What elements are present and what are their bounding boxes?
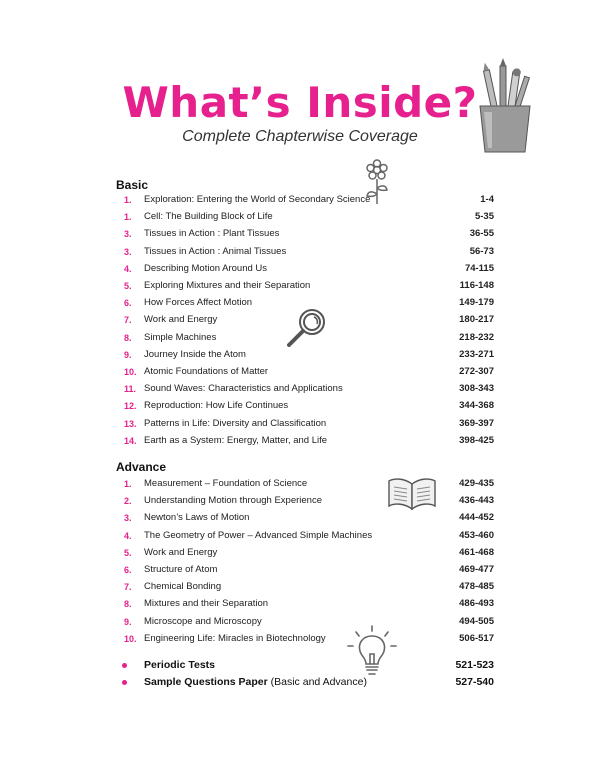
toc-row — [124, 381, 494, 397]
chapter-number: 13. — [124, 418, 137, 429]
chapter-title: Microscope and Microscopy — [144, 615, 262, 627]
chapter-title: Sound Waves: Characteristics and Applications — [144, 383, 343, 395]
toc-row — [124, 631, 494, 647]
page-range: 398-425 — [459, 434, 494, 446]
page-range: 308-343 — [459, 383, 494, 395]
bullet-icon — [122, 663, 127, 668]
chapter-title: Describing Motion Around Us — [144, 262, 268, 274]
chapter-number: 3. — [124, 229, 132, 240]
chapter-title: Chemical Bonding — [144, 581, 222, 593]
page-range: 180-217 — [459, 314, 494, 326]
chapter-title: Structure of Atom — [144, 564, 218, 575]
chapter-number: 9. — [124, 349, 132, 360]
toc-row — [124, 433, 494, 449]
chapter-title: Atomic Foundations of Matter — [144, 366, 269, 377]
toc-row — [124, 364, 494, 380]
chapter-title: The Geometry of Power – Advanced Simple Machines — [144, 529, 373, 541]
page-range: 444-452 — [459, 512, 494, 524]
chapter-title: Exploration: Entering the World of Secondary Science — [144, 194, 371, 205]
extra-title — [144, 673, 367, 691]
page-range: 461-468 — [459, 546, 494, 558]
toc-row — [124, 493, 494, 509]
page-range: 506-517 — [459, 632, 494, 644]
toc-row — [124, 579, 494, 595]
chapter-number: 7. — [124, 582, 132, 593]
page-range: 5-35 — [474, 211, 494, 223]
page-range: 436-443 — [459, 495, 494, 507]
page-range: 527-540 — [455, 676, 494, 688]
chapter-number: 5. — [124, 281, 132, 291]
toc-row — [124, 416, 494, 432]
page-range: 272-307 — [459, 366, 494, 377]
toc-row — [124, 545, 494, 561]
chapter-number: 8. — [124, 332, 132, 343]
bullet-icon — [122, 680, 127, 685]
extra-row — [122, 656, 494, 674]
page-range: 478-485 — [459, 581, 494, 593]
toc-row — [124, 562, 494, 578]
page-title: What’s Inside? — [122, 78, 478, 127]
chapter-number: 1. — [124, 212, 132, 223]
page-range: 116-148 — [459, 280, 494, 291]
page-range: 56-73 — [469, 245, 494, 257]
page-range: 218-232 — [459, 331, 494, 343]
page-range: 369-397 — [459, 417, 494, 429]
toc-row — [124, 278, 494, 294]
extra-title-main: Periodic Tests — [144, 659, 215, 671]
chapter-title: Work and Energy — [144, 546, 218, 558]
chapter-title: Understanding Motion through Experience — [144, 495, 322, 507]
toc-row — [124, 596, 494, 612]
toc-row — [124, 510, 494, 526]
chapter-number: 11. — [124, 384, 137, 395]
extra-row — [122, 673, 494, 691]
chapter-number: 7. — [124, 315, 132, 326]
toc-row — [124, 476, 494, 492]
chapter-number: 1. — [124, 195, 132, 205]
chapter-title: Earth as a System: Energy, Matter, and Life — [144, 434, 328, 446]
chapter-title: Reproduction: How Life Continues — [144, 400, 289, 412]
chapter-title: Simple Machines — [144, 331, 217, 343]
chapter-title: Newton’s Laws of Motion — [144, 512, 250, 524]
chapter-number: 3. — [124, 513, 132, 524]
section-heading-advance: Advance — [116, 460, 167, 474]
chapter-title: Work and Energy — [144, 314, 218, 326]
chapter-number: 4. — [124, 263, 132, 274]
magnifier-icon — [284, 306, 328, 350]
chapter-number: 12. — [124, 401, 137, 412]
chapter-title: Exploring Mixtures and their Separation — [144, 280, 311, 291]
toc-row — [124, 528, 494, 544]
page-range: 1-4 — [480, 194, 494, 205]
chapter-title: Journey Inside the Atom — [144, 348, 246, 360]
chapter-number: 1. — [124, 479, 132, 489]
page-range: 36-55 — [469, 228, 494, 240]
chapter-number: 8. — [124, 599, 132, 610]
page-range: 344-368 — [459, 400, 494, 412]
page-range: 453-460 — [459, 529, 494, 541]
toc-row — [124, 261, 494, 277]
chapter-number: 2. — [124, 496, 132, 507]
pencil-cup-icon — [470, 62, 540, 157]
chapter-number: 6. — [124, 298, 132, 309]
open-book-icon — [386, 476, 438, 512]
toc-row — [124, 244, 494, 260]
extra-title-main: Sample Questions Paper — [144, 676, 268, 688]
toc-row — [124, 398, 494, 414]
page-range: 233-271 — [459, 348, 494, 360]
flower-icon — [362, 160, 392, 206]
chapter-title: Tissues in Action : Animal Tissues — [144, 245, 287, 257]
toc-row — [124, 192, 494, 208]
chapter-title: How Forces Affect Motion — [144, 297, 253, 309]
chapter-number: 10. — [124, 367, 137, 377]
extra-title — [144, 656, 215, 674]
section-heading-basic: Basic — [116, 178, 149, 192]
chapter-number: 9. — [124, 616, 132, 627]
chapter-title: Cell: The Building Block of Life — [144, 211, 273, 223]
chapter-title: Measurement – Foundation of Science — [144, 478, 308, 489]
page-range: 486-493 — [459, 598, 494, 610]
chapter-number: 14. — [124, 435, 137, 446]
chapter-number: 3. — [124, 246, 132, 257]
toc-row — [124, 614, 494, 630]
page-range: 429-435 — [459, 478, 494, 489]
page-range: 521-523 — [455, 659, 494, 671]
chapter-number: 10. — [124, 633, 137, 644]
toc-row — [124, 226, 494, 242]
chapter-number: 5. — [124, 547, 132, 558]
page-range: 494-505 — [459, 615, 494, 627]
toc-row — [124, 209, 494, 225]
chapter-title: Tissues in Action : Plant Tissues — [144, 228, 280, 240]
chapter-title: Engineering Life: Miracles in Biotechnology — [144, 632, 326, 644]
page-range: 74-115 — [464, 262, 494, 274]
chapter-title: Mixtures and their Separation — [144, 598, 269, 610]
page-range: 149-179 — [459, 297, 494, 309]
chapter-number: 4. — [124, 530, 132, 541]
chapter-title: Patterns in Life: Diversity and Classification — [144, 417, 327, 429]
page-subtitle: Complete Chapterwise Coverage — [182, 128, 418, 145]
extra-title-suffix: (Basic and Advance) — [267, 676, 367, 688]
page-range: 469-477 — [459, 564, 494, 575]
chapter-number: 6. — [124, 565, 132, 575]
